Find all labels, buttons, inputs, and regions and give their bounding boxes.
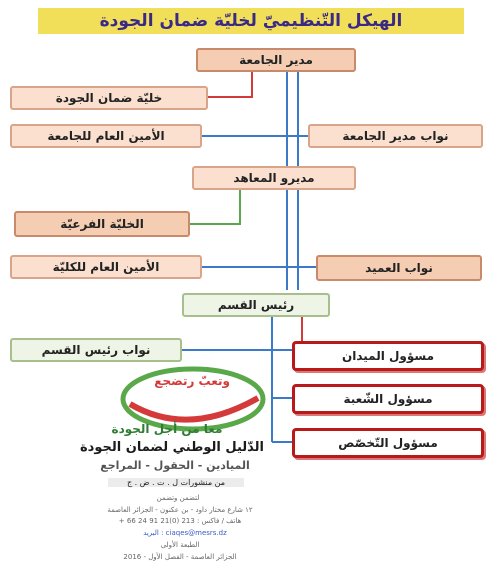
node-quality-cell: خليّة ضمان الجودة — [10, 86, 208, 110]
node-dean-deputies: نواب العميد — [316, 255, 482, 281]
series-label: من منشورات ل . ت . ض . ج — [108, 478, 244, 487]
edition: الطبعة الأولى — [160, 541, 200, 549]
slogan: معا من أجل الجودة — [111, 422, 223, 436]
chart-title: الهيكل التّنظيميّ لخليّة ضمان الجودة — [38, 8, 464, 34]
phone: هاتف / فاكس : 213 (0)21 91 24 66 + — [118, 517, 242, 525]
email: ciaqes@mesrs.dz : البريد — [143, 529, 227, 537]
node-university-director: مدير الجامعة — [196, 48, 356, 72]
node-specialty-officer: مسؤول التّخصّص — [292, 428, 484, 458]
book-title: الدّليل الوطني لضمان الجودة — [80, 440, 264, 455]
publisher: لتضمن وتضمن — [156, 494, 200, 502]
node-branch-officer: مسؤول الشّعبة — [292, 384, 484, 414]
address: ١٢ شارع مختار داود - بن عكنون - الجزائر العاصمة — [107, 506, 253, 514]
node-general-secretary-university: الأمين العام للجامعة — [10, 124, 202, 148]
node-general-secretary-faculty: الأمين العام للكليّة — [10, 255, 202, 279]
node-sub-cell: الخليّة الفرعيّة — [14, 211, 190, 237]
book-subtitle: الميادين - الحقول - المراجع — [100, 459, 250, 472]
node-university-deputies: نواب مدير الجامعة — [308, 124, 483, 148]
node-field-officer: مسؤول الميدان — [292, 341, 484, 371]
node-institutes-directors: مديرو المعاهد — [192, 166, 356, 190]
node-department-head-deputies: نواب رئيس القسم — [10, 338, 182, 362]
logo-text: وتعبّ رتضجع — [154, 374, 230, 388]
node-department-head: رئيس القسم — [182, 293, 330, 317]
publication-date: الجزائر العاصمة - الفصل الأول - 2016 — [123, 553, 237, 561]
